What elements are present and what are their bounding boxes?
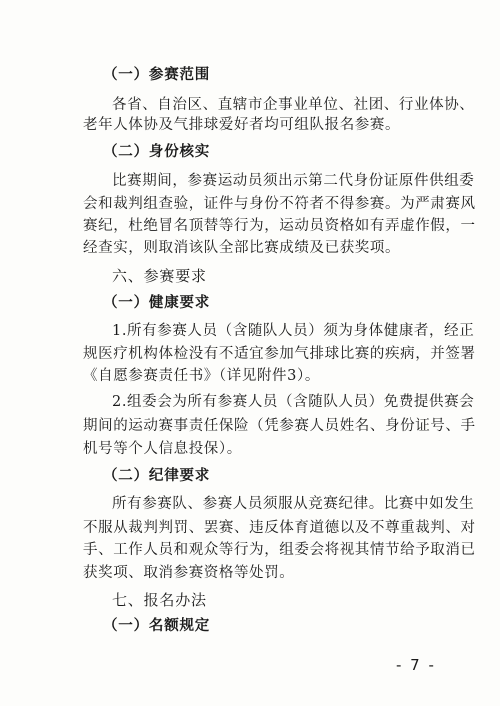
paragraph-line: 所有参赛队、参赛人员须服从竞赛纪律。比赛中如发生: [112, 496, 475, 512]
paragraph-line: 会和裁判组查验，证件与身份不符者不得参赛。为严肃赛风: [83, 196, 476, 212]
paragraph-line: 机号等个人信息投保）。: [83, 441, 242, 457]
paragraph-line: 不服从裁判判罚、罢赛、违反体育道德以及不尊重裁判、对: [83, 520, 476, 536]
section-heading: 六、参赛要求: [112, 267, 207, 285]
paragraph-line: 1.所有参赛人员（含随队人员）须为身体健康者，经正: [112, 323, 475, 339]
paragraph-line: 经查实，则取消该队全部比赛成绩及已获奖项。: [83, 240, 401, 256]
subsection-heading: （一）名额规定: [103, 618, 211, 634]
paragraph-line: 手、工作人员和观众等行为，组委会将视其情节给予取消已: [83, 542, 476, 558]
paragraph-line: 《自愿参赛责任书》（详见附件3）。: [83, 368, 320, 384]
paragraph-line: 2.组委会为所有参赛人员（含随队人员）免费提供赛会: [112, 394, 475, 410]
paragraph-line: 规医疗机构体检没有不适宜参加气排球比赛的疾病，并签署: [83, 346, 476, 362]
subsection-heading: （二）身份核实: [103, 144, 211, 160]
subsection-heading: （二）纪律要求: [103, 468, 211, 484]
paragraph-line: 老年人体协及气排球爱好者均可组队报名参赛。: [83, 117, 401, 133]
paragraph-line: 期间的运动赛事责任保险（凭参赛人员姓名、身份证号、手: [83, 418, 476, 434]
page-number: - 7 -: [396, 656, 436, 674]
section-heading: 七、报名办法: [112, 591, 207, 609]
paragraph-line: 获奖项、取消参赛资格等处罚。: [83, 565, 295, 581]
subsection-heading: （一）参赛范围: [103, 67, 211, 83]
paragraph-line: 赛纪，杜绝冒名顶替等行为，运动员资格如有弄虚作假，一: [83, 218, 476, 234]
paragraph-line: 各省、自治区、直辖市企事业单位、社团、行业体协、: [112, 97, 475, 113]
subsection-heading: （一）健康要求: [103, 295, 211, 311]
paragraph-line: 比赛期间，参赛运动员须出示第二代身份证原件供组委: [112, 173, 475, 189]
